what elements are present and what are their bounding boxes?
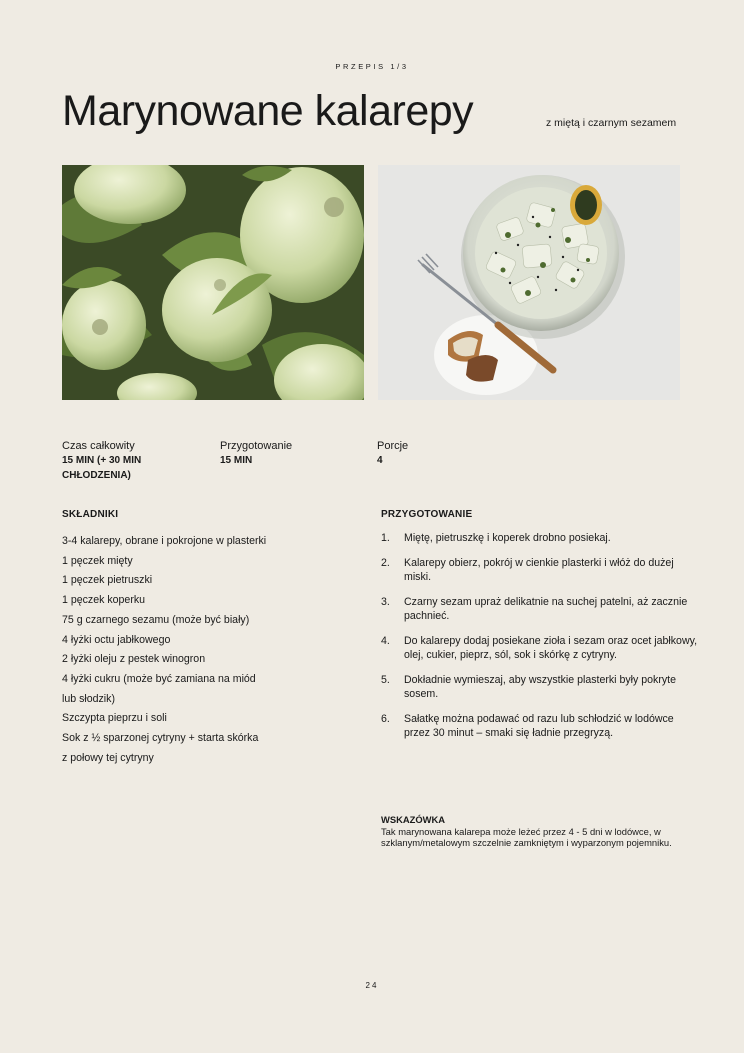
step-item — [381, 712, 701, 740]
step-item — [381, 595, 701, 623]
kohlrabi-photo — [62, 165, 364, 400]
step-number: 5. — [381, 674, 390, 686]
preparation-steps — [381, 531, 701, 751]
ingredient-item: 4 łyżki cukru (może być zamiana na miód — [62, 672, 256, 685]
ingredient-item: Szczypta pieprzu i soli — [62, 712, 167, 725]
preparation-heading: PRZYGOTOWANIE — [381, 509, 473, 520]
meta-servings — [377, 439, 517, 469]
ingredient-item: 2 łyżki oleju z pestek winogron — [62, 653, 206, 666]
tip-box — [381, 814, 681, 849]
meta-label: Porcje — [377, 440, 409, 452]
salad-bowl-photo — [378, 165, 680, 400]
ingredient-item: lub słodzik) — [62, 692, 115, 705]
ingredient-item: 1 pęczek koperku — [62, 594, 146, 607]
ingredients-heading: SKŁADNIKI — [62, 509, 119, 520]
meta-value: 4 — [377, 455, 383, 467]
ingredient-item: Sok z ½ sparzonej cytryny + starta skórka — [62, 732, 259, 745]
tip-heading: WSKAZÓWKA — [381, 814, 446, 825]
ingredient-item: 3-4 kalarepy, obrane i pokrojone w plasterki — [62, 535, 267, 547]
step-text: Dokładnie wymieszaj, aby wszystkie plasterki były pokryte sosem. — [404, 674, 677, 700]
step-number: 2. — [381, 557, 390, 569]
step-text: Miętę, pietruszkę i koperek drobno posiekaj. — [404, 532, 611, 544]
step-item — [381, 673, 701, 701]
step-number: 1. — [381, 532, 390, 544]
meta-label: Przygotowanie — [220, 440, 293, 452]
ingredient-item: 4 łyżki octu jabłkowego — [62, 633, 171, 646]
meta-value: 15 MIN (+ 30 MIN CHŁODZENIA) — [62, 455, 142, 481]
ingredient-item: 1 pęczek pietruszki — [62, 574, 153, 587]
ingredient-item: z połowy tej cytryny — [62, 751, 154, 764]
ingredient-item: 75 g czarnego sezamu (może być biały) — [62, 613, 250, 626]
tip-text: Tak marynowana kalarepa może leżeć przez 4 - 5 dni w lodówce, w szklanym/metalowym szczelnie zamkniętym i wyparzonym pojemniku. — [381, 825, 672, 849]
step-text: Do kalarepy dodaj posiekane zioła i sezam oraz ocet jabłkowy, olej, cukier, pieprz, sól, sok i skórkę z cytryny. — [404, 635, 698, 661]
page-subtitle: z miętą i czarnym sezamem — [546, 117, 677, 129]
meta-total-time — [62, 439, 202, 483]
recipe-counter: PRZEPIS 1/3 — [335, 62, 409, 71]
step-number: 3. — [381, 596, 390, 608]
meta-value: 15 MIN — [220, 455, 253, 467]
ingredient-item: 1 pęczek mięty — [62, 554, 133, 567]
step-number: 6. — [381, 713, 390, 725]
step-text: Czarny sezam upraż delikatnie na suchej patelni, aż zacznie pachnieć. — [404, 596, 688, 622]
page-title: Marynowane kalarepy — [62, 87, 474, 135]
meta-label: Czas całkowity — [62, 440, 135, 452]
step-item — [381, 556, 701, 584]
ingredients-list — [62, 532, 292, 768]
step-item — [381, 531, 701, 545]
meta-prep-time — [220, 439, 360, 469]
step-number: 4. — [381, 635, 390, 647]
step-text: Kalarepy obierz, pokrój w cienkie plasterki i włóż do dużej miski. — [404, 557, 674, 583]
page-number: 24 — [365, 981, 379, 990]
step-item — [381, 634, 701, 662]
step-text: Sałatkę można podawać od razu lub schłodzić w lodówce przez 30 minut – smaki się ładnie przegryzą. — [404, 713, 674, 739]
